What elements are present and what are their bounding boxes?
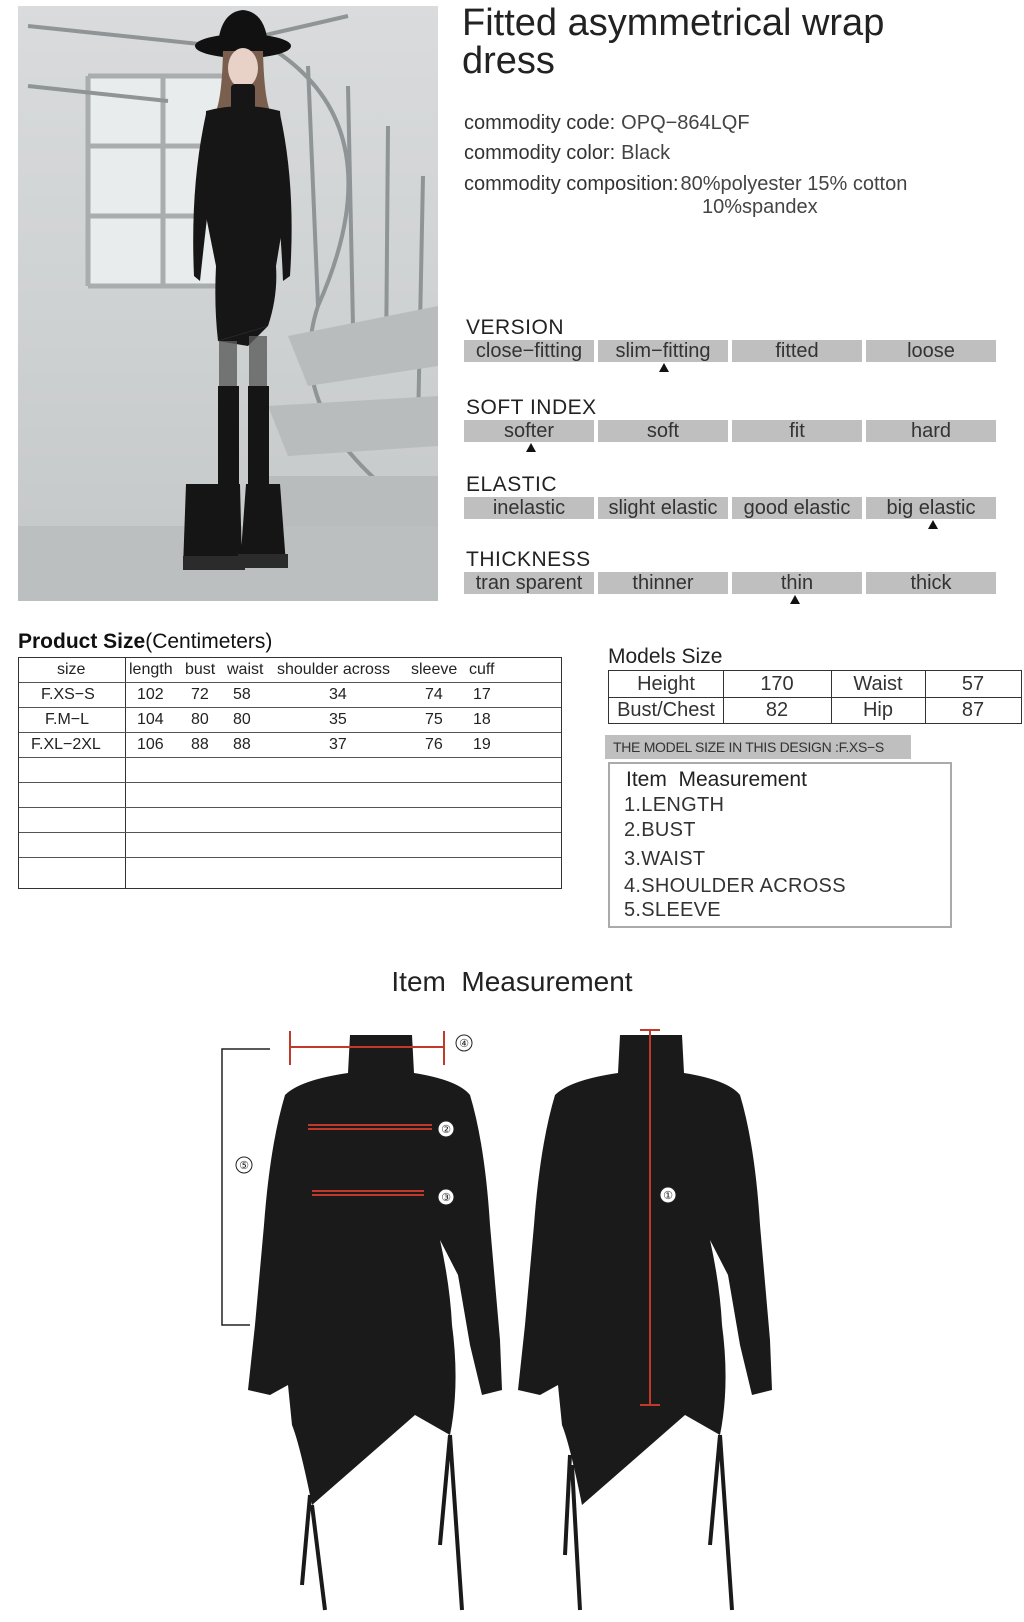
cell-sleeve: 75	[425, 711, 443, 728]
scale-option: loose	[866, 340, 996, 362]
header-waist: waist	[227, 661, 264, 678]
table-row	[19, 733, 561, 758]
commodity-code	[464, 112, 750, 135]
model-bust-label: Bust/Chest	[617, 699, 715, 721]
cell-cuff: 18	[473, 711, 491, 728]
cell-cuff: 19	[473, 736, 491, 753]
table-row-empty	[19, 758, 561, 783]
table-row	[19, 683, 561, 708]
header-length: length	[129, 661, 173, 678]
commodity-composition-value: 80%polyester 15% cotton	[680, 173, 908, 195]
cell-length: 102	[137, 686, 164, 703]
scale-elastic	[464, 497, 996, 519]
model-hip-value: 87	[961, 699, 985, 721]
dress-front	[248, 1035, 502, 1505]
commodity-color-value: Black	[621, 142, 671, 164]
cell-cuff: 17	[473, 686, 491, 703]
cell-size: F.XS−S	[41, 686, 95, 703]
product-size-title-main: Product Size	[18, 630, 146, 653]
model-height-label: Height	[637, 673, 695, 695]
cell-shoulder-across: 34	[329, 686, 347, 703]
scale-marker-thickness	[790, 595, 800, 604]
table-row-empty	[19, 833, 561, 858]
scale-option: soft	[598, 420, 728, 442]
table-row-empty	[19, 808, 561, 833]
measurement-diagram-svg	[200, 1025, 840, 1615]
cell-bust: 80	[191, 711, 209, 728]
cell-bust: 88	[191, 736, 209, 753]
scale-title-elastic: ELASTIC	[466, 473, 558, 496]
header-bust: bust	[185, 661, 216, 678]
product-title: Fitted asymmetrical wrap dress	[462, 2, 885, 82]
scale-marker-version	[659, 363, 669, 372]
scale-marker-elastic	[928, 520, 938, 529]
legend-item-length: 1.LENGTH	[624, 794, 725, 816]
cell-waist: 58	[233, 686, 251, 703]
scale-option: slight elastic	[598, 497, 728, 519]
scale-title-version: VERSION	[466, 316, 565, 339]
cell-waist: 80	[233, 711, 251, 728]
marker-2: ②	[441, 1123, 451, 1136]
header-size: size	[57, 661, 86, 678]
legend-item-sleeve: 5.SLEEVE	[624, 899, 721, 921]
commodity-color	[464, 142, 670, 165]
product-photo	[18, 6, 438, 601]
item-measurement-title: Item Measurement	[391, 966, 633, 997]
measurement-diagram	[200, 1025, 840, 1615]
header-shoulder-across: shoulder across	[277, 661, 390, 678]
commodity-code-value: OPQ−864LQF	[621, 112, 750, 134]
cell-sleeve: 74	[425, 686, 443, 703]
scale-option: tran sparent	[464, 572, 594, 594]
scale-option: thinner	[598, 572, 728, 594]
table-header-row	[19, 658, 561, 683]
cell-waist: 88	[233, 736, 251, 753]
cell-size: F.XL−2XL	[31, 736, 101, 753]
marker-1: ①	[663, 1189, 673, 1202]
commodity-code-label: commodity code:	[464, 112, 616, 134]
header-sleeve: sleeve	[411, 661, 458, 678]
commodity-composition	[464, 173, 907, 196]
scale-option: fit	[732, 420, 862, 442]
scale-title-thickness: THICKNESS	[466, 548, 591, 571]
model-waist-value: 57	[961, 673, 985, 695]
commodity-composition-line2: 10%spandex	[702, 196, 818, 218]
model-hip-label: Hip	[862, 699, 893, 721]
marker-3: ③	[441, 1191, 451, 1204]
scale-option: thin	[732, 572, 862, 594]
scale-option: inelastic	[464, 497, 594, 519]
scale-title-soft-index: SOFT INDEX	[466, 396, 597, 419]
item-measurement-legend	[608, 762, 952, 928]
model-size-note: THE MODEL SIZE IN THIS DESIGN :F.XS−S	[605, 735, 911, 759]
scale-option: big elastic	[866, 497, 996, 519]
table-row	[19, 708, 561, 733]
legend-item-waist: 3.WAIST	[624, 848, 706, 870]
models-size-table	[608, 670, 1022, 724]
header-cuff: cuff	[469, 661, 495, 678]
marker-4: ④	[459, 1037, 469, 1050]
cell-length: 104	[137, 711, 164, 728]
scale-version	[464, 340, 996, 362]
legend-item-bust: 2.BUST	[624, 819, 696, 841]
cell-size: F.M−L	[45, 711, 90, 728]
commodity-composition-label: commodity composition:	[464, 173, 679, 195]
dress-back	[518, 1035, 772, 1505]
scale-option: close−fitting	[464, 340, 594, 362]
product-size-unit: (Centimeters)	[145, 630, 273, 653]
cell-shoulder-across: 37	[329, 736, 347, 753]
scale-soft-index	[464, 420, 996, 442]
item-measurement-legend-title: Item Measurement	[626, 768, 807, 791]
cell-bust: 72	[191, 686, 209, 703]
table-row-empty	[19, 858, 561, 883]
product-size-table	[18, 657, 562, 889]
scale-option: fitted	[732, 340, 862, 362]
scale-option: good elastic	[732, 497, 862, 519]
scale-option: slim−fitting	[598, 340, 728, 362]
scale-option: thick	[866, 572, 996, 594]
cell-shoulder-across: 35	[329, 711, 347, 728]
model-photo-illustration	[18, 6, 438, 601]
scale-marker-soft-index	[526, 443, 536, 452]
model-height-value: 170	[760, 673, 794, 695]
legend-item-shoulder-across: 4.SHOULDER ACROSS	[624, 875, 846, 897]
scale-option: softer	[464, 420, 594, 442]
cell-sleeve: 76	[425, 736, 443, 753]
scale-thickness	[464, 572, 996, 594]
commodity-color-label: commodity color:	[464, 142, 616, 164]
marker-5: ⑤	[239, 1159, 249, 1172]
cell-length: 106	[137, 736, 164, 753]
model-waist-label: Waist	[853, 673, 903, 695]
product-size-title	[18, 630, 272, 654]
model-bust-value: 82	[765, 699, 789, 721]
scale-option: hard	[866, 420, 996, 442]
models-size-title: Models Size	[608, 645, 723, 668]
table-row-empty	[19, 783, 561, 808]
